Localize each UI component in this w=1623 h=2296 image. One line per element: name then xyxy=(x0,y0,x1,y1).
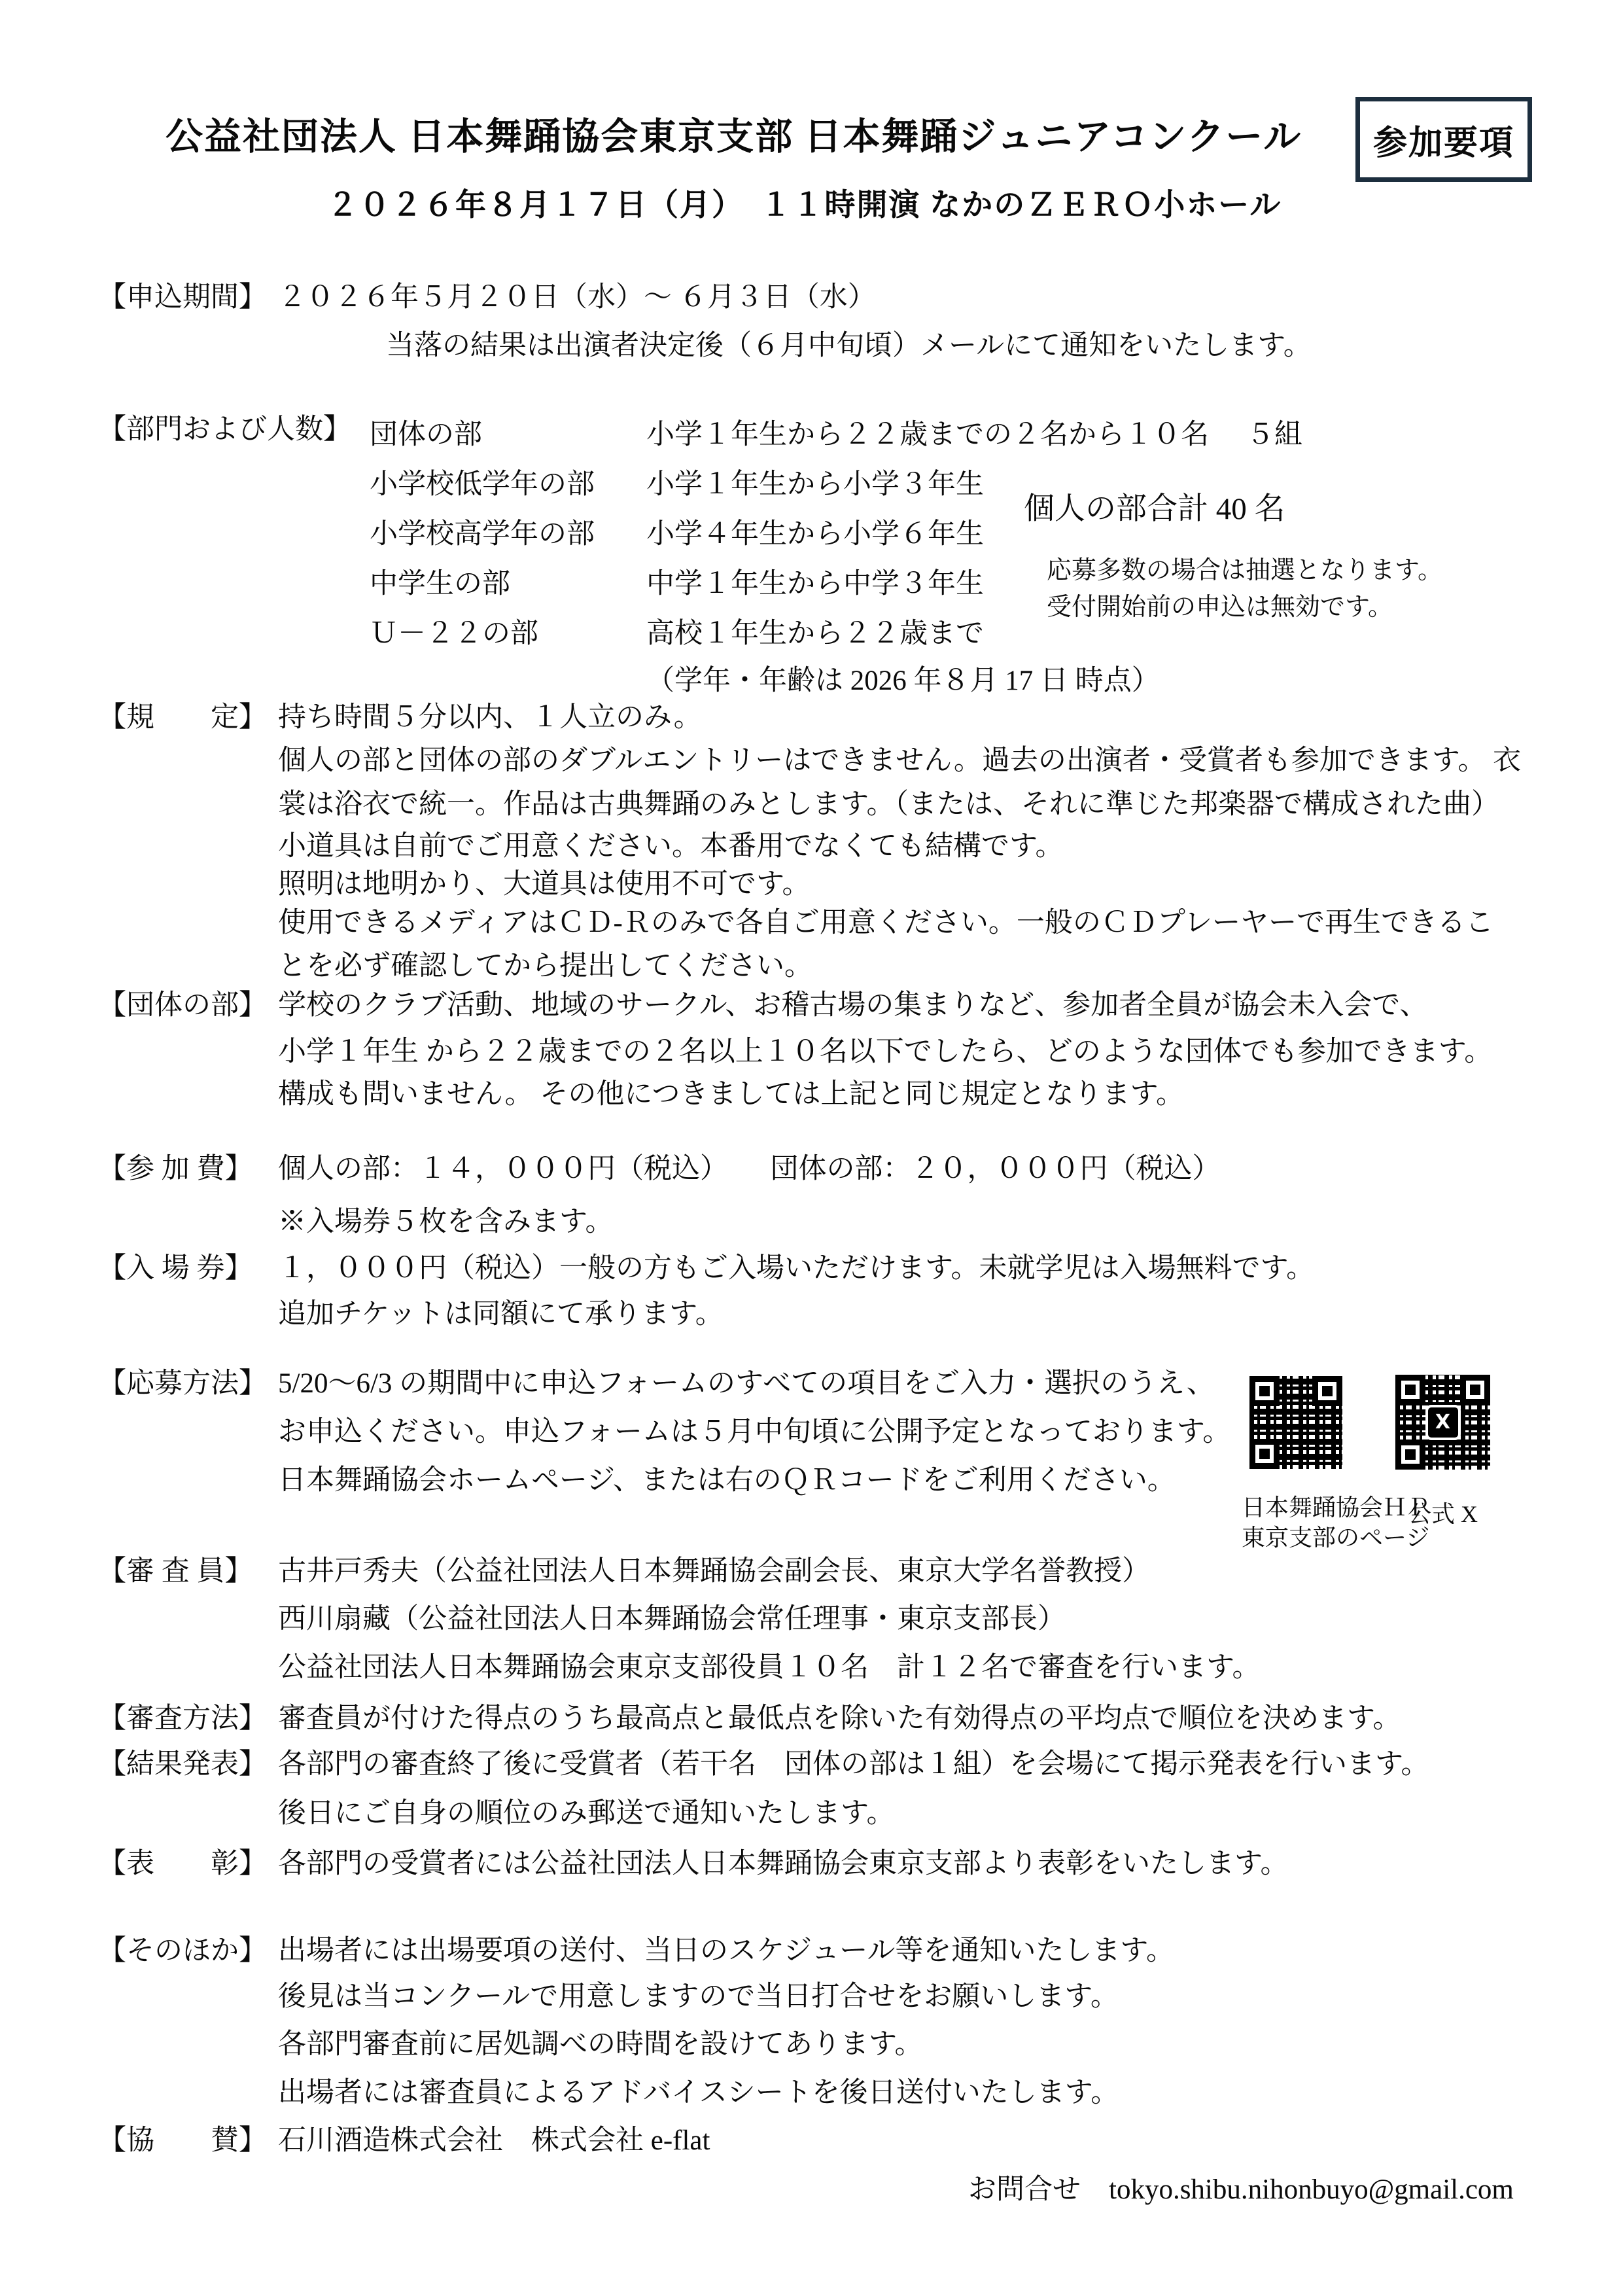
qr-finder-pattern xyxy=(1312,1376,1342,1406)
qr-code-official-x xyxy=(1392,1371,1493,1473)
entry-line: 5/20～6/3 の期間中に申込フォームのすべての項目をご入力・選択のうえ、 xyxy=(278,1368,1215,1399)
judging-method-text: 審査員が付けた得点のうち最高点と最低点を除いた有効得点の平均点で順位を決めます。 xyxy=(278,1703,1401,1734)
entry-row xyxy=(98,1366,1215,1402)
qr-x-caption: 公式 X xyxy=(1408,1501,1478,1527)
individual-total: 個人の部合計 40 名 xyxy=(1024,492,1285,526)
group-line: 学校のクラブ活動、地域のサークル、お稽古場の集まりなど、参加者全員が協会未入会で、 xyxy=(278,990,1428,1021)
award-row xyxy=(98,1846,1289,1882)
sponsor-label: 【協 賛】 xyxy=(98,2125,267,2156)
qr-finder-pattern xyxy=(1460,1375,1490,1405)
rules-line: 照明は地明かり、大道具は使用不可です。 xyxy=(278,869,811,900)
fee-note: ※入場券５枚を含みます。 xyxy=(278,1207,614,1237)
rules-line: とを必ず確認してから提出してください。 xyxy=(278,951,812,981)
sponsor-names: 石川酒造株式会社 株式会社 e-flat xyxy=(278,2125,710,2156)
ticket-note: 追加チケットは同額にて承ります。 xyxy=(278,1299,724,1330)
award-text: 各部門の受賞者には公益社団法人日本舞踊協会東京支部より表彰をいたします。 xyxy=(278,1848,1289,1879)
rules-line: 個人の部と団体の部のダブルエントリーはできません。過去の出演者・受賞者も参加できます。 衣 xyxy=(278,745,1522,776)
other-line: 後見は当コンクールで用意しますので当日打合せをお願いします。 xyxy=(278,1981,1119,2012)
fee-row xyxy=(98,1152,1221,1187)
entry-label: 【応募方法】 xyxy=(98,1368,267,1399)
rules-line: 裳は浴衣で統一。作品は古典舞踊のみとします。（または、それに準じた邦楽器で構成された曲） xyxy=(278,789,1500,820)
division-name: 小学校低学年の部 xyxy=(370,469,595,500)
rules-label: 【規 定】 xyxy=(98,702,267,733)
judges-label: 【審 査 員】 xyxy=(98,1556,253,1587)
results-line: 各部門の審査終了後に受賞者（若干名 団体の部は１組）を会場にて掲示発表を行います。 xyxy=(278,1749,1429,1780)
qr-hp-caption-line1: 日本舞踊協会ＨＰ xyxy=(1242,1494,1431,1521)
results-row xyxy=(98,1747,1429,1782)
division-desc: 高校１年生から２２歳まで xyxy=(646,618,984,649)
apply-period-note: 当落の結果は出演者決定後（６月中旬頃）メールにて通知をいたします。 xyxy=(386,330,1312,361)
entry-line: 日本舞踊協会ホームページ、または右のＱＲコードをご利用ください。 xyxy=(278,1465,1176,1496)
other-line: 各部門審査前に居処調べの時間を設けてあります。 xyxy=(278,2029,923,2060)
judges-row xyxy=(98,1554,1150,1589)
other-row xyxy=(98,1934,1174,1969)
other-line: 出場者には出場要項の送付、当日のスケジュール等を通知いたします。 xyxy=(278,1935,1174,1966)
x-logo-icon: X xyxy=(1425,1405,1461,1440)
other-label: 【そのほか】 xyxy=(98,1935,267,1966)
division-name: Ｕ－２２の部 xyxy=(370,618,538,649)
sponsor-row xyxy=(98,2123,710,2159)
qr-finder-pattern xyxy=(1249,1439,1280,1469)
group-section-row xyxy=(98,988,1427,1023)
invalid-application-note: 受付開始前の申込は無効です。 xyxy=(1047,593,1393,621)
badge-text: 参加要項 xyxy=(1372,124,1514,162)
results-line: 後日にご自身の順位のみ郵送で通知いたします。 xyxy=(278,1798,895,1829)
division-name: 小学校高学年の部 xyxy=(370,519,595,550)
rules-row xyxy=(98,700,702,735)
rules-line: 小道具は自前でご用意ください。本番用でなくても結構です。 xyxy=(278,831,1064,862)
rules-line: 使用できるメディアはＣＤ-Ｒのみで各自ご用意ください。一般のＣＤプレーヤーで再生できるこ xyxy=(278,908,1494,938)
division-desc: 中学１年生から中学３年生 xyxy=(646,569,984,599)
qr-code-association-hp xyxy=(1246,1373,1346,1472)
judge-line: 古井戸秀夫（公益社団法人日本舞踊協会副会長、東京大学名誉教授） xyxy=(278,1556,1150,1587)
group-line: 構成も問いません。 その他につきましては上記と同じ規定となります。 xyxy=(278,1079,1185,1110)
rules-line: 持ち時間５分以内、１人立のみ。 xyxy=(278,702,702,733)
ticket-label: 【入 場 券】 xyxy=(98,1253,253,1284)
participation-guidelines-badge xyxy=(1355,97,1532,182)
division-name: 団体の部 xyxy=(370,419,482,450)
judge-line: 西川扇藏（公益社団法人日本舞踊協会常任理事・東京支部長） xyxy=(278,1604,1066,1634)
judging-method-row xyxy=(98,1701,1401,1737)
divisions-age-note: （学年・年齢は 2026 年８月 17 日 時点） xyxy=(646,665,1160,696)
division-name: 中学生の部 xyxy=(370,569,510,599)
group-line: 小学１年生 から２２歳までの２名以上１０名以下でしたら、どのような団体でも参加できます。 xyxy=(278,1036,1493,1067)
entry-line: お申込ください。申込フォームは５月中旬頃に公開予定となっております。 xyxy=(278,1417,1231,1447)
apply-period-label: 【申込期間】 xyxy=(98,282,267,313)
division-desc: 小学１年生から小学３年生 xyxy=(646,469,984,500)
fee-amounts: 個人の部：１４，０００円（税込） 団体の部：２０，０００円（税込） xyxy=(278,1154,1221,1184)
event-date-venue: ２０２６年８月１７日（月） １１時開演 なかのＺＥＲＯ小ホール xyxy=(327,188,1282,222)
qr-hp-caption-line2: 東京支部のページ xyxy=(1242,1525,1430,1551)
group-section-label: 【団体の部】 xyxy=(98,990,267,1021)
contact-email: お問合せ tokyo.shibu.nihonbuyo@gmail.com xyxy=(968,2174,1514,2205)
other-line: 出場者には審査員によるアドバイスシートを後日送付いたします。 xyxy=(278,2077,1119,2108)
qr-finder-pattern xyxy=(1249,1376,1280,1406)
division-desc: 小学４年生から小学６年生 xyxy=(646,519,984,550)
division-desc: 小学１年生から２２歳までの２名から１０名 xyxy=(646,419,1209,450)
results-label: 【結果発表】 xyxy=(98,1749,267,1780)
judging-method-label: 【審査方法】 xyxy=(98,1703,267,1734)
qr-finder-pattern xyxy=(1395,1439,1425,1470)
qr-finder-pattern xyxy=(1395,1375,1425,1405)
division-group-count: ５組 xyxy=(1246,419,1302,450)
ticket-row xyxy=(98,1251,1314,1286)
judge-line: 公益社団法人日本舞踊協会東京支部役員１０名 計１２名で審査を行います。 xyxy=(278,1652,1261,1683)
page-title: 公益社団法人 日本舞踊協会東京支部 日本舞踊ジュニアコンクール xyxy=(166,116,1302,158)
divisions-label: 【部門および人数】 xyxy=(98,414,351,445)
apply-period-row xyxy=(98,280,876,315)
fee-label: 【参 加 費】 xyxy=(98,1154,253,1184)
apply-period-dates: ２０２６年５月２０日（水）～ ６月３日（水） xyxy=(278,282,876,313)
award-label: 【表 彰】 xyxy=(98,1848,267,1879)
ticket-price: １，０００円（税込）一般の方もご入場いただけます。未就学児は入場無料です。 xyxy=(278,1253,1315,1284)
lottery-note: 応募多数の場合は抽選となります。 xyxy=(1047,557,1442,584)
